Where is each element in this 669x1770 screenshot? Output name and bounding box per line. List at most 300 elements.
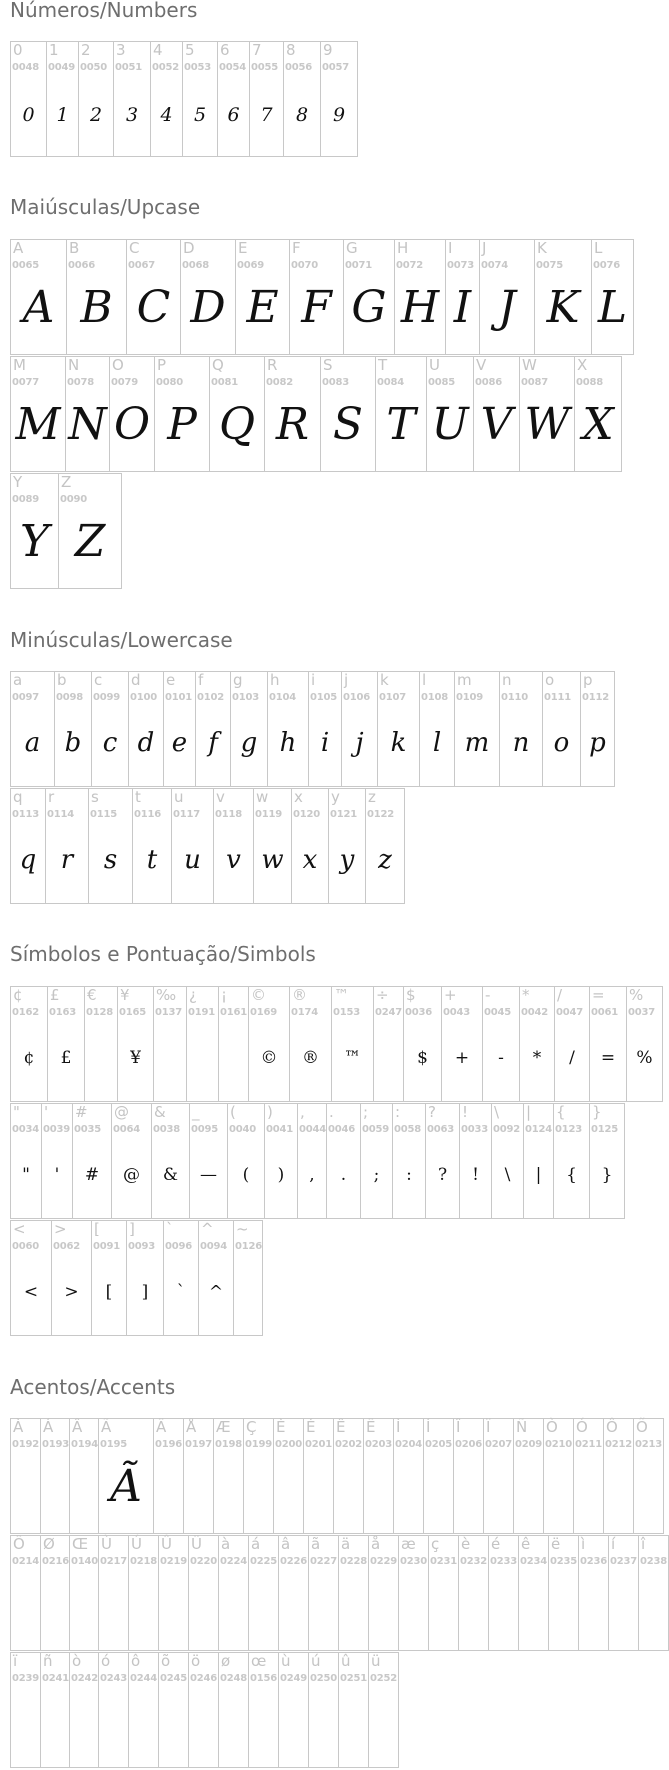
glyph-cell xyxy=(126,239,181,355)
glyph-code-label: 0077 xyxy=(12,377,40,388)
glyph-code-label: 0041 xyxy=(266,1124,294,1135)
glyph-code-label: 0054 xyxy=(219,62,247,73)
glyph-code-label: 0096 xyxy=(165,1241,193,1252)
glyph-sample: c xyxy=(102,728,118,758)
glyph-code-label: 0245 xyxy=(160,1673,188,1684)
glyph-character-label: h xyxy=(270,671,280,689)
glyph-sample: R xyxy=(275,399,310,450)
glyph-cell xyxy=(453,1418,484,1534)
glyph-code-label: 0042 xyxy=(521,1007,549,1018)
glyph-code-label: 0226 xyxy=(280,1556,308,1567)
glyph-code-label: 0174 xyxy=(291,1007,319,1018)
glyph-sample: / xyxy=(569,1048,575,1068)
glyph-character-label: C xyxy=(129,239,140,257)
glyph-code-label: 0104 xyxy=(269,692,297,703)
glyph-cell xyxy=(113,41,151,157)
glyph-code-label: 0116 xyxy=(134,809,162,820)
glyph-character-label: \ xyxy=(494,1103,500,1121)
glyph-character-label: 0 xyxy=(13,41,23,59)
glyph-code-label: 0197 xyxy=(185,1439,213,1450)
glyph-cell xyxy=(491,1103,524,1219)
glyph-cell xyxy=(91,671,129,787)
glyph-cell xyxy=(186,986,219,1102)
glyph-code-label: 0075 xyxy=(536,260,564,271)
glyph-character-label: y xyxy=(331,788,340,806)
glyph-cell xyxy=(180,239,236,355)
glyph-cell xyxy=(78,41,114,157)
glyph-cell xyxy=(10,671,55,787)
glyph-character-label: P xyxy=(157,356,167,374)
glyph-character-label: ¿ xyxy=(189,986,197,1004)
glyph-row-lowercase-1 xyxy=(10,671,615,788)
glyph-sample: 6 xyxy=(227,104,240,126)
glyph-cell xyxy=(488,1535,519,1651)
glyph-character-label: g xyxy=(233,671,243,689)
glyph-sample: E xyxy=(246,282,279,333)
glyph-sample: J xyxy=(498,282,516,333)
glyph-sample: A xyxy=(22,282,55,333)
glyph-cell xyxy=(66,239,127,355)
glyph-cell xyxy=(91,1220,127,1336)
glyph-code-label: 0198 xyxy=(215,1439,243,1450)
glyph-sample: Q xyxy=(218,399,256,450)
glyph-cell xyxy=(111,1103,152,1219)
glyph-sample: ^ xyxy=(208,1282,224,1302)
glyph-character-label: © xyxy=(251,986,266,1004)
glyph-code-label: 0049 xyxy=(48,62,76,73)
glyph-sample: W xyxy=(524,399,570,450)
glyph-code-label: 0218 xyxy=(130,1556,158,1567)
glyph-cell xyxy=(608,1535,639,1651)
glyph-character-label: 7 xyxy=(252,41,262,59)
glyph-sample: ! xyxy=(472,1165,479,1185)
glyph-code-label: 0207 xyxy=(485,1439,513,1450)
glyph-code-label: 0205 xyxy=(425,1439,453,1450)
glyph-cell xyxy=(548,1535,579,1651)
glyph-sample: ` xyxy=(176,1282,186,1302)
glyph-code-label: 0033 xyxy=(461,1124,489,1135)
glyph-character-label: ' xyxy=(44,1103,49,1121)
glyph-code-label: 0225 xyxy=(250,1556,278,1567)
glyph-row-accents-1 xyxy=(10,1418,664,1535)
glyph-cell xyxy=(40,1418,70,1534)
glyph-character-label: K xyxy=(537,239,547,257)
glyph-cell xyxy=(554,986,590,1102)
glyph-cell xyxy=(542,671,581,787)
glyph-code-label: 0232 xyxy=(460,1556,488,1567)
glyph-cell xyxy=(458,1535,489,1651)
glyph-code-label: 0045 xyxy=(484,1007,512,1018)
glyph-cell xyxy=(84,986,118,1102)
glyph-character-label: l xyxy=(422,671,427,689)
glyph-cell xyxy=(338,1652,369,1768)
glyph-character-label: 1 xyxy=(49,41,59,59)
glyph-cell xyxy=(264,1103,298,1219)
glyph-character-label: M xyxy=(13,356,26,374)
glyph-cell xyxy=(291,788,329,904)
glyph-code-label: 0068 xyxy=(182,260,210,271)
glyph-cell xyxy=(117,986,154,1102)
glyph-character-label: Û xyxy=(161,1535,172,1553)
glyph-row-accents-3 xyxy=(10,1652,399,1769)
glyph-code-label: 0238 xyxy=(640,1556,668,1567)
glyph-character-label: ¡ xyxy=(221,986,228,1004)
glyph-code-label: 0074 xyxy=(481,260,509,271)
glyph-cell xyxy=(518,1535,549,1651)
glyph-cell xyxy=(519,356,575,472)
glyph-code-label: 0128 xyxy=(86,1007,114,1018)
glyph-cell xyxy=(58,473,122,589)
glyph-character-label: , xyxy=(300,1103,305,1121)
glyph-code-label: 0089 xyxy=(12,494,40,505)
glyph-character-label: ; xyxy=(363,1103,369,1121)
glyph-character-label: E xyxy=(238,239,248,257)
glyph-character-label: ç xyxy=(431,1535,440,1553)
glyph-character-label: õ xyxy=(161,1652,171,1670)
glyph-cell xyxy=(543,1418,574,1534)
glyph-sample: u xyxy=(184,845,201,875)
glyph-code-label: 0102 xyxy=(197,692,225,703)
glyph-code-label: 0047 xyxy=(556,1007,584,1018)
glyph-code-label: 0165 xyxy=(119,1007,147,1018)
glyph-cell xyxy=(249,41,284,157)
glyph-cell xyxy=(72,1103,112,1219)
glyph-code-label: 0203 xyxy=(365,1439,393,1450)
glyph-character-label: À xyxy=(13,1418,24,1436)
glyph-sample: h xyxy=(279,728,297,758)
glyph-cell xyxy=(69,1652,99,1768)
glyph-code-label: 0105 xyxy=(310,692,338,703)
glyph-sample: 7 xyxy=(260,104,273,126)
glyph-character-label: B xyxy=(69,239,80,257)
glyph-row-symbols-3 xyxy=(10,1220,263,1337)
glyph-code-label: 0239 xyxy=(12,1673,40,1684)
glyph-sample: 3 xyxy=(125,104,139,126)
glyph-code-label: 0043 xyxy=(443,1007,471,1018)
glyph-character-label: ó xyxy=(101,1652,111,1670)
glyph-sample: " xyxy=(22,1165,30,1185)
glyph-code-label: 0092 xyxy=(493,1124,521,1135)
glyph-code-label: 0249 xyxy=(280,1673,308,1684)
glyph-code-label: 0162 xyxy=(12,1007,40,1018)
glyph-row-upcase-2 xyxy=(10,356,622,473)
glyph-code-label: 0228 xyxy=(340,1556,368,1567)
glyph-sample: I xyxy=(453,282,472,333)
glyph-code-label: 0196 xyxy=(155,1439,183,1450)
glyph-sample: Y xyxy=(19,516,50,567)
glyph-character-label: D xyxy=(183,239,195,257)
glyph-code-label: 0065 xyxy=(12,260,40,271)
glyph-character-label: X xyxy=(577,356,588,374)
glyph-character-label: € xyxy=(87,986,97,1004)
glyph-code-label: 0210 xyxy=(545,1439,573,1450)
glyph-character-label: 5 xyxy=(185,41,195,59)
glyph-sample: H xyxy=(400,282,440,333)
glyph-character-label: S xyxy=(323,356,333,374)
glyph-character-label: a xyxy=(13,671,23,689)
glyph-character-label: ] xyxy=(129,1220,135,1238)
glyph-sample: * xyxy=(532,1048,542,1068)
glyph-character-label: > xyxy=(54,1220,67,1238)
glyph-cell xyxy=(375,356,427,472)
glyph-code-label: 0121 xyxy=(330,809,358,820)
glyph-sample: 4 xyxy=(160,104,173,126)
glyph-character-label: ë xyxy=(551,1535,561,1553)
glyph-cell xyxy=(603,1418,634,1534)
glyph-cell xyxy=(248,1652,279,1768)
glyph-character-label: : xyxy=(395,1103,401,1121)
glyph-sample: + xyxy=(454,1048,470,1068)
glyph-code-label: 0201 xyxy=(305,1439,333,1450)
glyph-cell xyxy=(398,1535,429,1651)
glyph-cell xyxy=(45,788,89,904)
glyph-code-label: 0125 xyxy=(591,1124,619,1135)
glyph-character-label: £ xyxy=(50,986,60,1004)
glyph-cell xyxy=(308,1535,339,1651)
glyph-cell xyxy=(573,1418,604,1534)
glyph-code-label: 0055 xyxy=(251,62,279,73)
glyph-sample: O xyxy=(113,399,151,450)
glyph-character-label: } xyxy=(592,1103,602,1121)
glyph-cell xyxy=(289,239,344,355)
glyph-sample: | xyxy=(535,1165,542,1185)
glyph-code-label: 0107 xyxy=(379,692,407,703)
glyph-cell xyxy=(423,1418,454,1534)
glyph-character-label: W xyxy=(522,356,537,374)
glyph-character-label: G xyxy=(346,239,358,257)
glyph-sample: b xyxy=(64,728,82,758)
glyph-code-label: 0119 xyxy=(255,809,283,820)
glyph-sample: > xyxy=(64,1282,79,1302)
glyph-character-label: R xyxy=(267,356,278,374)
glyph-sample: X xyxy=(582,399,614,450)
glyph-cell xyxy=(217,41,250,157)
glyph-cell xyxy=(633,1418,664,1534)
glyph-sample: # xyxy=(84,1165,100,1185)
section-title-lowercase: Minúsculas/Lowercase xyxy=(10,628,233,652)
glyph-code-label: 0071 xyxy=(345,260,373,271)
glyph-sample: ; xyxy=(373,1165,380,1185)
glyph-character-label: ø xyxy=(221,1652,231,1670)
glyph-character-label: " xyxy=(13,1103,20,1121)
glyph-character-label: { xyxy=(556,1103,566,1121)
glyph-cell xyxy=(51,1220,92,1336)
glyph-code-label: 0035 xyxy=(74,1124,102,1135)
glyph-code-label: 0048 xyxy=(12,62,40,73)
glyph-sample: $ xyxy=(417,1048,428,1068)
glyph-code-label: 0067 xyxy=(128,260,156,271)
glyph-code-label: 0083 xyxy=(322,377,350,388)
glyph-cell xyxy=(128,1652,159,1768)
glyph-row-upcase-1 xyxy=(10,239,634,356)
glyph-cell xyxy=(253,788,292,904)
glyph-code-label: 0224 xyxy=(220,1556,248,1567)
glyph-character-label: t xyxy=(135,788,141,806)
glyph-code-label: 0058 xyxy=(394,1124,422,1135)
glyph-character-label: / xyxy=(557,986,563,1004)
glyph-sample: [ xyxy=(105,1282,113,1302)
glyph-cell xyxy=(213,788,254,904)
glyph-code-label: 0206 xyxy=(455,1439,483,1450)
glyph-cell xyxy=(373,986,404,1102)
glyph-character-label: x xyxy=(294,788,303,806)
glyph-cell xyxy=(419,671,455,787)
glyph-code-label: 0052 xyxy=(152,62,180,73)
glyph-sample: — xyxy=(200,1165,217,1185)
glyph-code-label: 0202 xyxy=(335,1439,363,1450)
glyph-code-label: 0112 xyxy=(582,692,610,703)
glyph-code-label: 0243 xyxy=(100,1673,128,1684)
glyph-cell xyxy=(209,356,265,472)
glyph-character-label: ) xyxy=(267,1103,273,1121)
glyph-sample: m xyxy=(464,728,490,758)
glyph-character-label: Ç xyxy=(246,1418,257,1436)
glyph-character-label: k xyxy=(380,671,389,689)
glyph-cell xyxy=(171,788,214,904)
glyph-sample: e xyxy=(171,728,188,758)
glyph-code-label: 0235 xyxy=(550,1556,578,1567)
glyph-character-label: 6 xyxy=(220,41,230,59)
glyph-cell xyxy=(10,986,48,1102)
glyph-character-label: ÷ xyxy=(376,986,389,1004)
glyph-character-label: ‰ xyxy=(156,986,177,1004)
glyph-cell xyxy=(580,671,615,787)
glyph-character-label: 3 xyxy=(116,41,126,59)
glyph-cell xyxy=(10,1418,41,1534)
glyph-cell xyxy=(403,986,442,1102)
glyph-character-label: Î xyxy=(456,1418,461,1436)
glyph-cell xyxy=(482,986,520,1102)
glyph-character-label: á xyxy=(251,1535,261,1553)
glyph-code-label: 0229 xyxy=(370,1556,398,1567)
glyph-code-label: 0233 xyxy=(490,1556,518,1567)
glyph-character-label: q xyxy=(13,788,23,806)
glyph-cell xyxy=(626,986,663,1102)
glyph-sample: r xyxy=(60,845,74,875)
glyph-character-label: - xyxy=(485,986,491,1004)
glyph-code-label: 0214 xyxy=(12,1556,40,1567)
glyph-sample: ] xyxy=(141,1282,149,1302)
glyph-code-label: 0161 xyxy=(220,1007,248,1018)
glyph-code-label: 0057 xyxy=(322,62,350,73)
glyph-sample: 2 xyxy=(89,104,103,126)
glyph-character-label: @ xyxy=(114,1103,129,1121)
glyph-cell xyxy=(289,986,332,1102)
glyph-code-label: 0113 xyxy=(12,809,40,820)
glyph-code-label: 0163 xyxy=(49,1007,77,1018)
glyph-sample: B xyxy=(80,282,113,333)
glyph-sample: f xyxy=(208,728,218,758)
glyph-code-label: 0063 xyxy=(427,1124,455,1135)
glyph-cell xyxy=(454,671,500,787)
glyph-sample: F xyxy=(301,282,332,333)
glyph-cell xyxy=(10,356,66,472)
glyph-cell xyxy=(153,1418,184,1534)
glyph-character-label: Ä xyxy=(156,1418,167,1436)
glyph-code-label: 0084 xyxy=(377,377,405,388)
glyph-code-label: 0124 xyxy=(525,1124,553,1135)
glyph-code-label: 0153 xyxy=(333,1007,361,1018)
glyph-cell xyxy=(368,1652,399,1768)
glyph-cell xyxy=(218,1652,249,1768)
glyph-code-label: 0241 xyxy=(42,1673,70,1684)
glyph-sample: 0 xyxy=(22,104,35,126)
section-title-upcase: Maiúsculas/Upcase xyxy=(10,195,201,219)
glyph-sample: U xyxy=(431,399,469,450)
glyph-cell xyxy=(368,1535,399,1651)
glyph-code-label: 0220 xyxy=(190,1556,218,1567)
glyph-code-label: 0200 xyxy=(275,1439,303,1450)
glyph-code-label: 0227 xyxy=(310,1556,338,1567)
glyph-character-label: s xyxy=(91,788,99,806)
glyph-code-label: 0069 xyxy=(237,260,265,271)
glyph-character-label: $ xyxy=(406,986,416,1004)
glyph-cell xyxy=(278,1535,309,1651)
glyph-cell xyxy=(338,1535,369,1651)
glyph-character-label: N xyxy=(68,356,80,374)
glyph-cell xyxy=(40,1652,70,1768)
glyph-sample: < xyxy=(23,1282,39,1302)
glyph-sample: t xyxy=(146,845,158,875)
glyph-character-label: * xyxy=(522,986,530,1004)
glyph-code-label: 0169 xyxy=(250,1007,278,1018)
glyph-character-label: T xyxy=(378,356,388,374)
glyph-row-upcase-3 xyxy=(10,473,122,590)
glyph-code-label: 0246 xyxy=(190,1673,218,1684)
glyph-code-label: 0034 xyxy=(12,1124,40,1135)
glyph-sample: N xyxy=(68,399,107,450)
glyph-sample: { xyxy=(566,1165,577,1185)
glyph-character-label: ~ xyxy=(236,1220,249,1238)
glyph-cell xyxy=(233,1220,263,1336)
glyph-code-label: 0037 xyxy=(628,1007,656,1018)
glyph-code-label: 0115 xyxy=(90,809,118,820)
glyph-character-label: ä xyxy=(341,1535,351,1553)
glyph-sample: ™ xyxy=(344,1048,361,1068)
glyph-cell xyxy=(591,239,634,355)
glyph-code-label: 0199 xyxy=(245,1439,273,1450)
glyph-character-label: < xyxy=(13,1220,26,1238)
glyph-cell xyxy=(589,986,627,1102)
glyph-code-label: 0091 xyxy=(93,1241,121,1252)
glyph-cell xyxy=(188,1652,219,1768)
glyph-cell xyxy=(98,1652,129,1768)
section-title-symbols: Símbolos e Pontuação/Simbols xyxy=(10,942,316,966)
section-title-numbers: Números/Numbers xyxy=(10,0,198,22)
glyph-character-label: H xyxy=(397,239,409,257)
glyph-character-label: ? xyxy=(428,1103,436,1121)
glyph-character-label: b xyxy=(57,671,67,689)
glyph-code-label: 0061 xyxy=(591,1007,619,1018)
glyph-cell xyxy=(109,356,155,472)
glyph-sample: M xyxy=(15,399,61,450)
glyph-character-label: â xyxy=(281,1535,291,1553)
glyph-code-label: 0248 xyxy=(220,1673,248,1684)
glyph-character-label: v xyxy=(216,788,225,806)
glyph-cell xyxy=(163,671,196,787)
glyph-cell xyxy=(65,356,110,472)
glyph-code-label: 0100 xyxy=(130,692,158,703)
glyph-character-label: Ã xyxy=(101,1418,112,1436)
glyph-sample: w xyxy=(261,845,284,875)
glyph-code-label: 0070 xyxy=(291,260,319,271)
glyph-code-label: 0250 xyxy=(310,1673,338,1684)
glyph-character-label: ö xyxy=(191,1652,201,1670)
glyph-character-label: È xyxy=(276,1418,286,1436)
glyph-cell xyxy=(88,788,133,904)
glyph-character-label: I xyxy=(448,239,453,257)
glyph-code-label: 0110 xyxy=(501,692,529,703)
